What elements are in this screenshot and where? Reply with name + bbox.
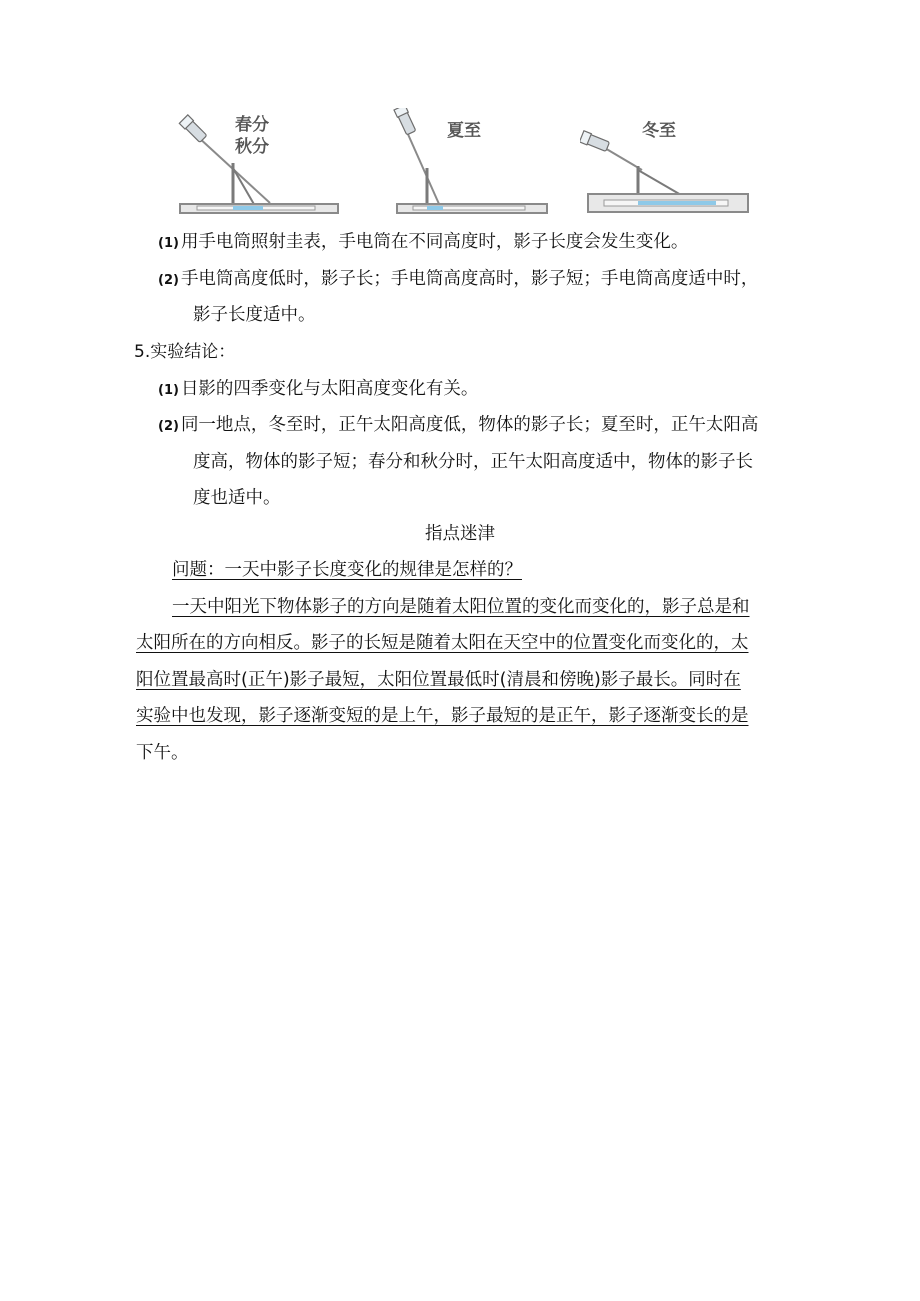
list-item (158, 265, 758, 295)
item-continuation: 度高，物体的影子短；春分和秋分时，正午太阳高度适中，物体的影子长 (193, 452, 753, 472)
figure-winter-solstice (580, 108, 755, 218)
list-item (158, 411, 758, 441)
item-number: (1) (158, 236, 179, 251)
section-title: 5.实验结论： (134, 342, 236, 362)
item-continuation: 影子长度适中。 (193, 305, 316, 325)
figure-equinox (175, 108, 345, 218)
tips-answer-line: 实验中也发现，影子逐渐变短的是上午，影子最短的是正午，影子逐渐变长的是 (136, 706, 749, 726)
item-number: (2) (158, 419, 179, 434)
tips-answer-line: 太阳所在的方向相反。影子的长短是随着太阳在天空中的位置变化而变化的，太 (136, 633, 749, 653)
figure-summer-solstice (375, 108, 555, 218)
figure-label-line1: 冬至 (642, 121, 676, 141)
item-number: (1) (158, 383, 179, 398)
list-item (158, 228, 688, 258)
tips-answer-line: 一天中阳光下物体影子的方向是随着太阳位置的变化而变化的，影子总是和 (172, 597, 750, 617)
item-text: 用手电筒照射圭表，手电筒在不同高度时，影子长度会发生变化。 (180, 232, 689, 252)
figure-label-line1: 夏至 (447, 121, 481, 141)
flashlight-icon (394, 108, 417, 135)
gnomon-flashlight-illustration (375, 108, 555, 218)
gnomon-figures (175, 108, 755, 218)
item-text: 手电筒高度低时，影子长；手电筒高度高时，影子短；手电筒高度适中时， (180, 269, 759, 289)
tips-answer-line: 下午。 (136, 743, 189, 763)
gnomon-flashlight-illustration (175, 108, 345, 218)
figure-label-line1: 春分 (235, 115, 269, 135)
tips-answer-line: 阳位置最高时(正午)影子最短，太阳位置最低时(清晨和傍晚)影子最长。同时在 (136, 670, 741, 690)
gnomon-flashlight-illustration (580, 108, 755, 218)
tips-heading: 指点迷津 (425, 524, 495, 544)
item-text: 日影的四季变化与太阳高度变化有关。 (180, 379, 479, 399)
list-item (158, 375, 478, 405)
figure-label-line2: 秋分 (235, 137, 269, 157)
item-text: 同一地点，冬至时，正午太阳高度低，物体的影子长；夏至时，正午太阳高 (180, 415, 759, 435)
item-continuation: 度也适中。 (193, 488, 281, 508)
flashlight-icon (179, 115, 207, 143)
tips-question: 问题：一天中影子长度变化的规律是怎样的？ (172, 560, 522, 580)
item-number: (2) (158, 273, 179, 288)
flashlight-icon (580, 131, 610, 153)
